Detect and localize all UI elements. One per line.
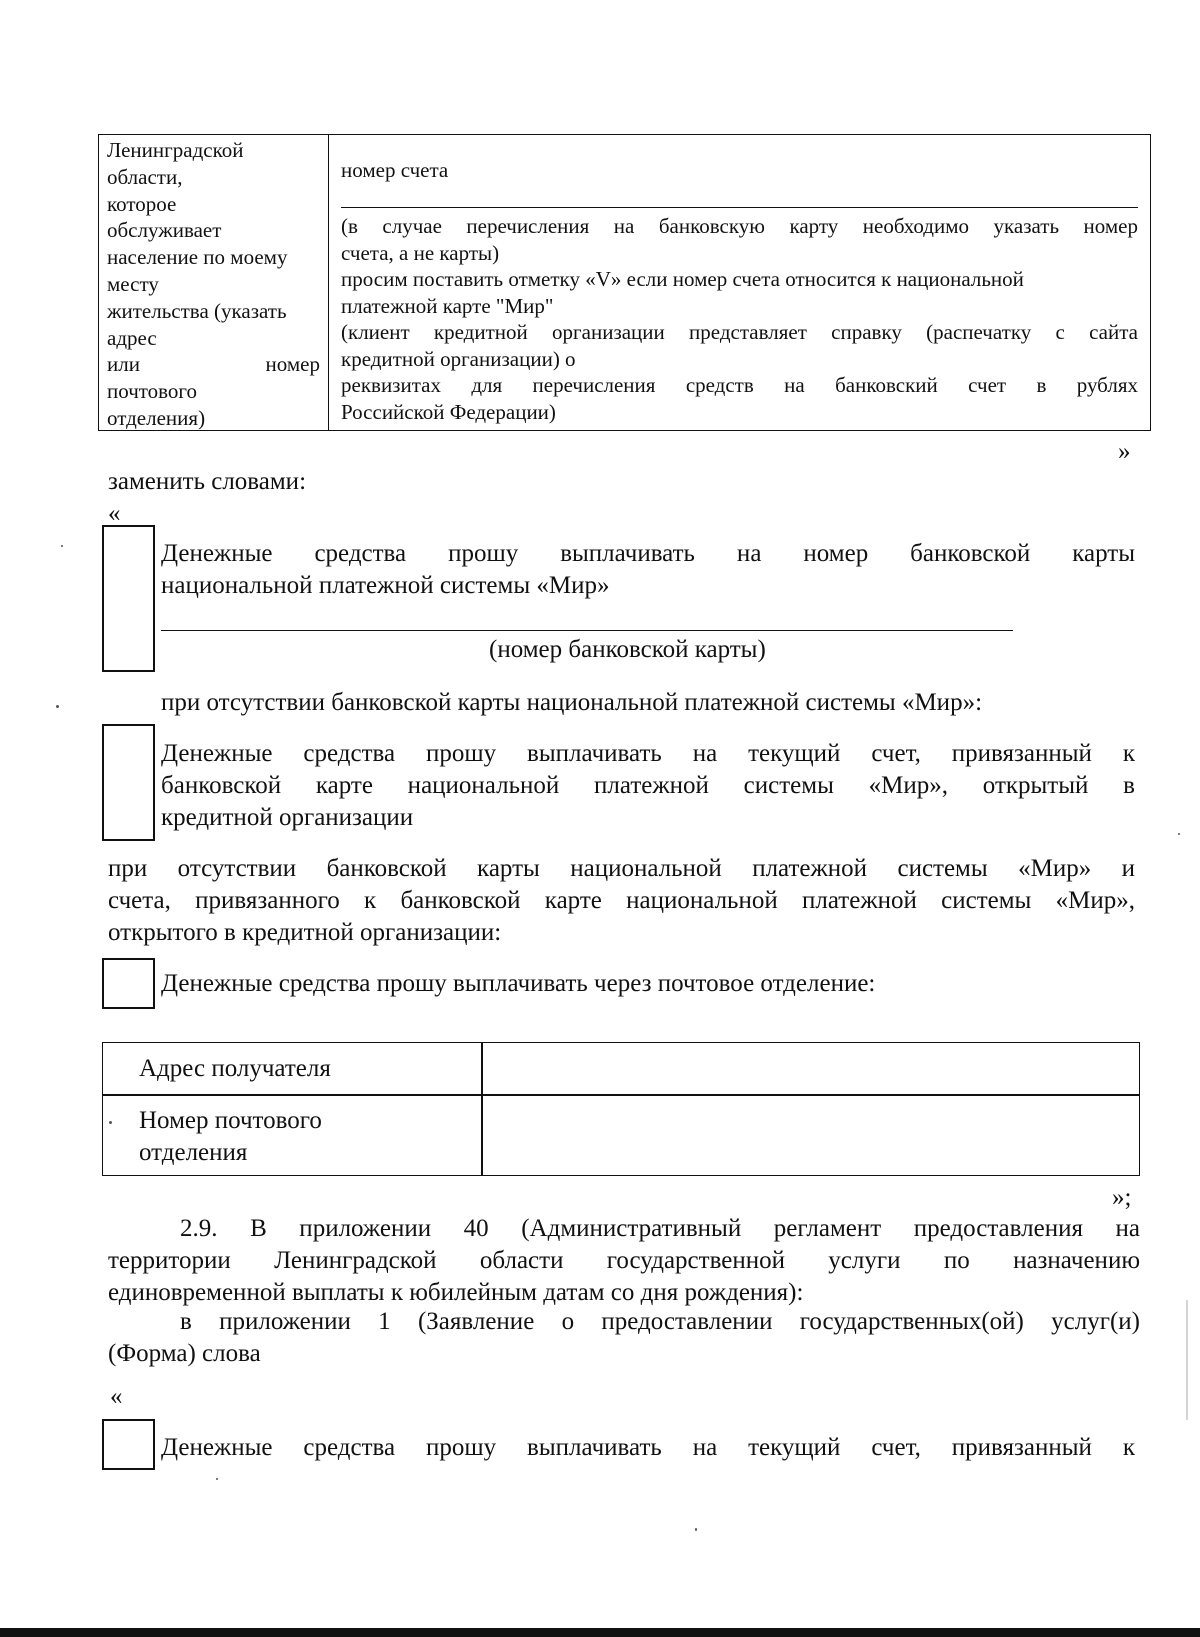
instruction-line: просим поставить отметку «V» если номер счета относится к национальной xyxy=(341,267,1024,291)
account-number-label: номер счета xyxy=(341,158,449,182)
condition-line: открытого в кредитной организации: xyxy=(108,919,502,946)
left-cell-line: жительства (указать xyxy=(107,298,287,323)
left-cell-line: области, xyxy=(107,164,183,189)
account-payment-text xyxy=(161,738,1135,834)
post-office-number-field[interactable] xyxy=(484,1096,1139,1175)
scan-bottom-edge xyxy=(0,1628,1200,1637)
card-payment-checkbox[interactable] xyxy=(102,525,155,672)
scan-speck xyxy=(109,1121,112,1124)
opening-quote: « xyxy=(108,500,121,527)
left-cell-line: почтового xyxy=(107,379,198,404)
card-number-caption: (номер банковской карты) xyxy=(489,636,766,663)
account-payment-line: Денежные средства прошу выплачивать на текущий счет, привязанный к xyxy=(161,740,1135,767)
section-line: 2.9. В приложении 40 (Административный регламент предоставления на xyxy=(180,1215,1140,1242)
left-cell-line: обслуживает xyxy=(107,218,222,243)
card-number-line[interactable] xyxy=(161,630,1013,631)
closing-quote: » xyxy=(1118,438,1131,465)
post-payment-checkbox[interactable] xyxy=(102,958,155,1009)
instruction-line: реквизитах для перечисления средств на банковский счет в рублях xyxy=(341,373,1138,397)
card-payment-line: национальной платежной системы «Мир» xyxy=(161,572,610,599)
condition-line: при отсутствии банковской карты национальной платежной системы «Мир» и xyxy=(108,855,1135,882)
appendix-line: в приложении 1 (Заявление о предоставлении государственных(ой) услуг(и) xyxy=(180,1308,1140,1335)
card-payment-text xyxy=(161,538,1135,602)
account-payment-line: банковской карте национальной платежной системы «Мир», открытый в xyxy=(161,772,1135,799)
left-cell-line: отделения) xyxy=(107,405,206,430)
bank-details-right-cell xyxy=(331,135,1150,430)
closing-quote-semicolon: »; xyxy=(1112,1184,1132,1211)
recipient-address-field[interactable] xyxy=(484,1043,1139,1094)
appendix-line: (Форма) слова xyxy=(108,1340,261,1367)
replace-with-text: заменить словами: xyxy=(108,468,307,495)
recipient-address-table xyxy=(102,1042,1140,1176)
instruction-line: (клиент кредитной организации представляет справку (распечатку с сайта xyxy=(341,320,1138,344)
bank-details-table xyxy=(98,134,1151,431)
card-payment-line: Денежные средства прошу выплачивать на номер банковской карты xyxy=(161,540,1135,567)
bank-details-left-cell xyxy=(99,135,329,430)
account-number-line[interactable] xyxy=(341,207,1138,208)
scan-speck xyxy=(1178,833,1180,835)
left-cell-line: месту xyxy=(107,271,159,296)
recipient-address-label: Адрес получателя xyxy=(139,1055,331,1082)
left-cell-word: номер xyxy=(265,352,320,377)
instruction-line: кредитной организации) о xyxy=(341,346,576,371)
table-column-divider xyxy=(481,1043,483,1175)
left-cell-line: население по моему xyxy=(107,245,288,270)
account-payment-checkbox[interactable] xyxy=(102,724,155,841)
account-payment-line: кредитной организации xyxy=(161,804,414,831)
condition-line: счета, привязанного к банковской карте национальной платежной системы «Мир», xyxy=(108,887,1135,914)
scan-speck xyxy=(61,545,63,547)
account-payment-checkbox-2[interactable] xyxy=(102,1419,155,1470)
instruction-line: (в случае перечисления на банковскую карту необходимо указать номер xyxy=(341,214,1138,238)
scan-speck xyxy=(695,1528,697,1531)
section-line: единовременной выплаты к юбилейным датам со дня рождения): xyxy=(108,1279,804,1306)
left-cell-line-justified xyxy=(107,351,320,378)
account-payment-line: Денежные средства прошу выплачивать на текущий счет, привязанный к xyxy=(161,1434,1135,1461)
scan-speck xyxy=(56,705,59,708)
section-2-9 xyxy=(108,1213,1140,1309)
post-office-label-line: Номер почтового xyxy=(139,1107,322,1134)
opening-quote: « xyxy=(110,1383,123,1410)
left-cell-word: или xyxy=(107,352,140,377)
post-office-label-line: отделения xyxy=(139,1139,248,1166)
account-instructions xyxy=(341,213,1138,425)
appendix-1-text xyxy=(108,1306,1140,1370)
instruction-line: платежной карте "Мир" xyxy=(341,293,554,318)
scan-edge-mark xyxy=(1186,1300,1188,1420)
post-office-number-label xyxy=(139,1105,322,1169)
left-cell-line: Ленинградской xyxy=(107,138,244,162)
no-card-no-account-text xyxy=(108,853,1135,949)
account-payment-text-2 xyxy=(161,1432,1135,1464)
left-cell-line: которое xyxy=(107,191,177,216)
section-line: территории Ленинградской области государственной услуги по назначению xyxy=(108,1247,1140,1274)
instruction-line: Российской Федерации) xyxy=(341,399,556,424)
instruction-line: счета, а не карты) xyxy=(341,240,500,265)
post-payment-text: Денежные средства прошу выплачивать через почтовое отделение: xyxy=(161,970,876,997)
scan-speck xyxy=(216,1478,218,1480)
no-card-text: при отсутствии банковской карты национальной платежной системы «Мир»: xyxy=(161,689,983,716)
left-cell-line: адрес xyxy=(107,325,157,350)
